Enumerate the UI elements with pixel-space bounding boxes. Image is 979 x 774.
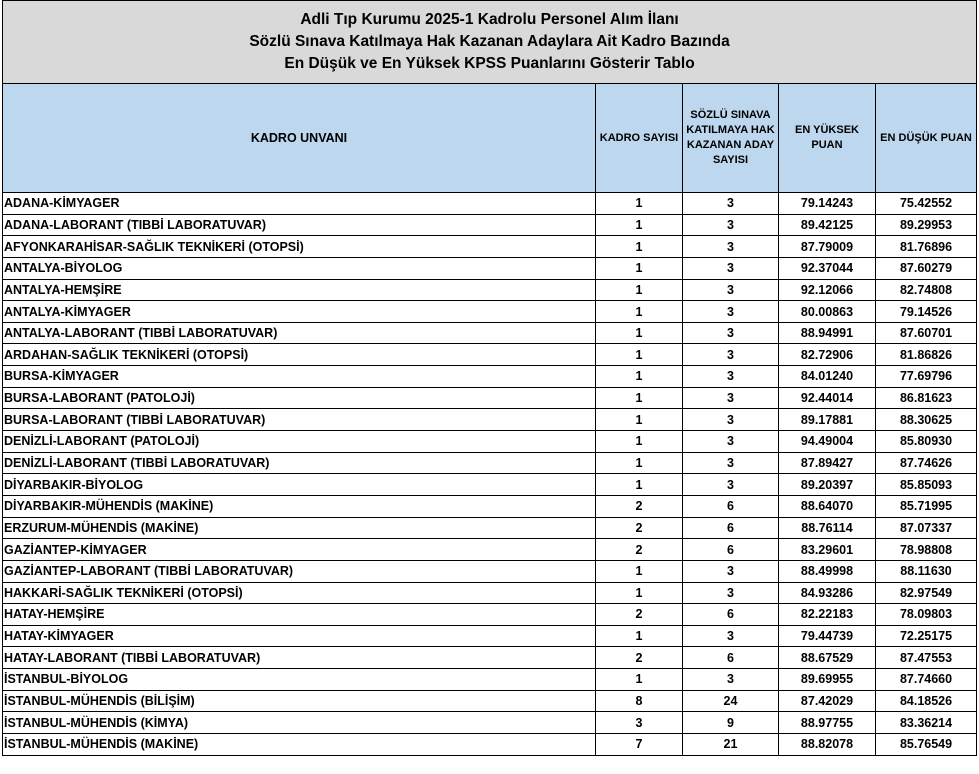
cell-en-yuksek-puan: 92.37044 (779, 257, 876, 279)
cell-kadro-sayisi: 1 (596, 344, 683, 366)
cell-en-yuksek-puan: 88.82078 (779, 734, 876, 756)
cell-en-yuksek-puan: 94.49004 (779, 431, 876, 453)
table-row (3, 322, 977, 344)
cell-kadro-unvani: BURSA-LABORANT (TIBBİ LABORATUVAR) (3, 409, 596, 431)
cell-aday-sayisi: 3 (683, 560, 779, 582)
cell-kadro-unvani: HATAY-LABORANT (TIBBİ LABORATUVAR) (3, 647, 596, 669)
cell-kadro-sayisi: 1 (596, 625, 683, 647)
table-row (3, 214, 977, 236)
cell-kadro-sayisi: 3 (596, 712, 683, 734)
cell-en-yuksek-puan: 88.67529 (779, 647, 876, 669)
cell-en-yuksek-puan: 79.14243 (779, 193, 876, 215)
cell-en-yuksek-puan: 89.17881 (779, 409, 876, 431)
table-row (3, 690, 977, 712)
cell-kadro-sayisi: 1 (596, 366, 683, 388)
cell-aday-sayisi: 9 (683, 712, 779, 734)
cell-en-yuksek-puan: 83.29601 (779, 539, 876, 561)
cell-en-dusuk-puan: 85.80930 (876, 431, 977, 453)
cell-kadro-unvani: HATAY-HEMŞİRE (3, 604, 596, 626)
table-row (3, 669, 977, 691)
cell-kadro-unvani: DİYARBAKIR-BİYOLOG (3, 474, 596, 496)
table-row (3, 734, 977, 756)
cell-kadro-sayisi: 1 (596, 214, 683, 236)
cell-en-dusuk-puan: 87.07337 (876, 517, 977, 539)
cell-kadro-sayisi: 1 (596, 387, 683, 409)
cell-en-yuksek-puan: 89.42125 (779, 214, 876, 236)
cell-aday-sayisi: 3 (683, 409, 779, 431)
cell-en-yuksek-puan: 84.93286 (779, 582, 876, 604)
cell-kadro-unvani: ADANA-LABORANT (TIBBİ LABORATUVAR) (3, 214, 596, 236)
cell-kadro-unvani: ADANA-KİMYAGER (3, 193, 596, 215)
cell-kadro-sayisi: 1 (596, 301, 683, 323)
cell-en-yuksek-puan: 88.76114 (779, 517, 876, 539)
table-row (3, 604, 977, 626)
cell-aday-sayisi: 21 (683, 734, 779, 756)
cell-kadro-sayisi: 8 (596, 690, 683, 712)
table-row (3, 539, 977, 561)
table-row (3, 193, 977, 215)
cell-en-yuksek-puan: 89.20397 (779, 474, 876, 496)
title-line-2: Sözlü Sınava Katılmaya Hak Kazanan Adaylara Ait Kadro Bazında (249, 33, 730, 50)
cell-aday-sayisi: 3 (683, 582, 779, 604)
cell-aday-sayisi: 3 (683, 625, 779, 647)
cell-kadro-sayisi: 2 (596, 647, 683, 669)
cell-aday-sayisi: 3 (683, 236, 779, 258)
cell-aday-sayisi: 3 (683, 452, 779, 474)
cell-en-yuksek-puan: 88.94991 (779, 322, 876, 344)
cell-en-yuksek-puan: 84.01240 (779, 366, 876, 388)
table-body (3, 193, 977, 756)
cell-kadro-unvani: DİYARBAKIR-MÜHENDİS (MAKİNE) (3, 495, 596, 517)
cell-aday-sayisi: 6 (683, 539, 779, 561)
cell-aday-sayisi: 3 (683, 257, 779, 279)
title-line-1: Adli Tıp Kurumu 2025-1 Kadrolu Personel Alım İlanı (300, 11, 679, 28)
cell-kadro-sayisi: 1 (596, 236, 683, 258)
cell-aday-sayisi: 3 (683, 214, 779, 236)
cell-en-yuksek-puan: 87.42029 (779, 690, 876, 712)
cell-kadro-sayisi: 1 (596, 409, 683, 431)
header-kadro-unvani: KADRO UNVANI (3, 84, 596, 193)
table-row (3, 625, 977, 647)
cell-kadro-sayisi: 2 (596, 539, 683, 561)
cell-kadro-unvani: AFYONKARAHİSAR-SAĞLIK TEKNİKERİ (OTOPSİ) (3, 236, 596, 258)
table-row (3, 582, 977, 604)
header-aday-sayisi: SÖZLÜ SINAVA KATILMAYA HAK KAZANAN ADAY SAYISI (683, 84, 779, 193)
cell-en-yuksek-puan: 79.44739 (779, 625, 876, 647)
table-row (3, 301, 977, 323)
cell-en-dusuk-puan: 78.98808 (876, 539, 977, 561)
cell-kadro-unvani: HAKKARİ-SAĞLIK TEKNİKERİ (OTOPSİ) (3, 582, 596, 604)
cell-kadro-unvani: İSTANBUL-MÜHENDİS (BİLİŞİM) (3, 690, 596, 712)
cell-aday-sayisi: 24 (683, 690, 779, 712)
cell-en-dusuk-puan: 85.85093 (876, 474, 977, 496)
cell-kadro-unvani: HATAY-KİMYAGER (3, 625, 596, 647)
cell-kadro-unvani: İSTANBUL-MÜHENDİS (MAKİNE) (3, 734, 596, 756)
cell-kadro-sayisi: 1 (596, 257, 683, 279)
cell-kadro-sayisi: 1 (596, 452, 683, 474)
cell-en-yuksek-puan: 80.00863 (779, 301, 876, 323)
header-en-yuksek-puan: EN YÜKSEK PUAN (779, 84, 876, 193)
cell-kadro-unvani: DENİZLİ-LABORANT (PATOLOJİ) (3, 431, 596, 453)
cell-en-dusuk-puan: 83.36214 (876, 712, 977, 734)
cell-kadro-sayisi: 1 (596, 193, 683, 215)
cell-kadro-unvani: ANTALYA-BİYOLOG (3, 257, 596, 279)
cell-kadro-unvani: BURSA-KİMYAGER (3, 366, 596, 388)
cell-en-yuksek-puan: 88.49998 (779, 560, 876, 582)
cell-aday-sayisi: 3 (683, 387, 779, 409)
table-row (3, 452, 977, 474)
cell-en-dusuk-puan: 82.97549 (876, 582, 977, 604)
cell-en-dusuk-puan: 77.69796 (876, 366, 977, 388)
table-row (3, 495, 977, 517)
table-row (3, 409, 977, 431)
cell-kadro-unvani: BURSA-LABORANT (PATOLOJİ) (3, 387, 596, 409)
cell-aday-sayisi: 6 (683, 604, 779, 626)
cell-aday-sayisi: 3 (683, 431, 779, 453)
cell-kadro-unvani: ANTALYA-HEMŞİRE (3, 279, 596, 301)
header-en-dusuk-puan: EN DÜŞÜK PUAN (876, 84, 977, 193)
cell-kadro-unvani: İSTANBUL-MÜHENDİS (KİMYA) (3, 712, 596, 734)
cell-en-dusuk-puan: 84.18526 (876, 690, 977, 712)
table-row (3, 279, 977, 301)
cell-aday-sayisi: 3 (683, 344, 779, 366)
cell-kadro-sayisi: 1 (596, 582, 683, 604)
cell-kadro-sayisi: 1 (596, 669, 683, 691)
cell-aday-sayisi: 3 (683, 301, 779, 323)
kpss-score-table (2, 0, 977, 756)
cell-aday-sayisi: 3 (683, 669, 779, 691)
table-row (3, 257, 977, 279)
cell-en-dusuk-puan: 88.30625 (876, 409, 977, 431)
table-row (3, 517, 977, 539)
cell-kadro-sayisi: 2 (596, 517, 683, 539)
table-row (3, 647, 977, 669)
cell-kadro-unvani: İSTANBUL-BİYOLOG (3, 669, 596, 691)
table-row (3, 366, 977, 388)
cell-kadro-sayisi: 1 (596, 431, 683, 453)
header-kadro-sayisi: KADRO SAYISI (596, 84, 683, 193)
cell-aday-sayisi: 3 (683, 279, 779, 301)
cell-kadro-sayisi: 1 (596, 560, 683, 582)
cell-kadro-sayisi: 2 (596, 604, 683, 626)
cell-en-dusuk-puan: 72.25175 (876, 625, 977, 647)
cell-en-dusuk-puan: 75.42552 (876, 193, 977, 215)
table-row (3, 387, 977, 409)
cell-en-dusuk-puan: 81.86826 (876, 344, 977, 366)
cell-kadro-unvani: ANTALYA-KİMYAGER (3, 301, 596, 323)
cell-en-dusuk-puan: 87.60279 (876, 257, 977, 279)
cell-en-yuksek-puan: 82.72906 (779, 344, 876, 366)
cell-en-yuksek-puan: 82.22183 (779, 604, 876, 626)
cell-aday-sayisi: 6 (683, 495, 779, 517)
cell-kadro-unvani: DENİZLİ-LABORANT (TIBBİ LABORATUVAR) (3, 452, 596, 474)
table-row (3, 712, 977, 734)
cell-kadro-unvani: ARDAHAN-SAĞLIK TEKNİKERİ (OTOPSİ) (3, 344, 596, 366)
cell-en-dusuk-puan: 85.76549 (876, 734, 977, 756)
cell-kadro-sayisi: 1 (596, 279, 683, 301)
cell-en-dusuk-puan: 87.60701 (876, 322, 977, 344)
table-row (3, 236, 977, 258)
table-row (3, 431, 977, 453)
cell-en-yuksek-puan: 87.89427 (779, 452, 876, 474)
cell-kadro-unvani: GAZİANTEP-LABORANT (TIBBİ LABORATUVAR) (3, 560, 596, 582)
cell-kadro-unvani: ANTALYA-LABORANT (TIBBİ LABORATUVAR) (3, 322, 596, 344)
cell-en-dusuk-puan: 86.81623 (876, 387, 977, 409)
cell-en-dusuk-puan: 79.14526 (876, 301, 977, 323)
cell-en-yuksek-puan: 88.97755 (779, 712, 876, 734)
cell-en-dusuk-puan: 87.74660 (876, 669, 977, 691)
cell-aday-sayisi: 6 (683, 647, 779, 669)
cell-en-dusuk-puan: 87.47553 (876, 647, 977, 669)
cell-aday-sayisi: 3 (683, 474, 779, 496)
cell-kadro-sayisi: 2 (596, 495, 683, 517)
cell-kadro-unvani: GAZİANTEP-KİMYAGER (3, 539, 596, 561)
cell-en-dusuk-puan: 81.76896 (876, 236, 977, 258)
cell-en-yuksek-puan: 92.12066 (779, 279, 876, 301)
cell-kadro-unvani: ERZURUM-MÜHENDİS (MAKİNE) (3, 517, 596, 539)
table-row (3, 560, 977, 582)
table-row (3, 344, 977, 366)
cell-kadro-sayisi: 1 (596, 474, 683, 496)
cell-en-yuksek-puan: 88.64070 (779, 495, 876, 517)
cell-aday-sayisi: 3 (683, 193, 779, 215)
cell-aday-sayisi: 3 (683, 322, 779, 344)
cell-aday-sayisi: 3 (683, 366, 779, 388)
cell-aday-sayisi: 6 (683, 517, 779, 539)
cell-en-dusuk-puan: 88.11630 (876, 560, 977, 582)
cell-en-yuksek-puan: 89.69955 (779, 669, 876, 691)
cell-en-dusuk-puan: 85.71995 (876, 495, 977, 517)
cell-en-dusuk-puan: 78.09803 (876, 604, 977, 626)
cell-en-dusuk-puan: 89.29953 (876, 214, 977, 236)
cell-en-dusuk-puan: 82.74808 (876, 279, 977, 301)
table-title (3, 1, 977, 84)
cell-kadro-sayisi: 7 (596, 734, 683, 756)
title-line-3: En Düşük ve En Yüksek KPSS Puanlarını Gösterir Tablo (284, 55, 695, 72)
cell-en-yuksek-puan: 87.79009 (779, 236, 876, 258)
cell-kadro-sayisi: 1 (596, 322, 683, 344)
table-row (3, 474, 977, 496)
cell-en-dusuk-puan: 87.74626 (876, 452, 977, 474)
cell-en-yuksek-puan: 92.44014 (779, 387, 876, 409)
